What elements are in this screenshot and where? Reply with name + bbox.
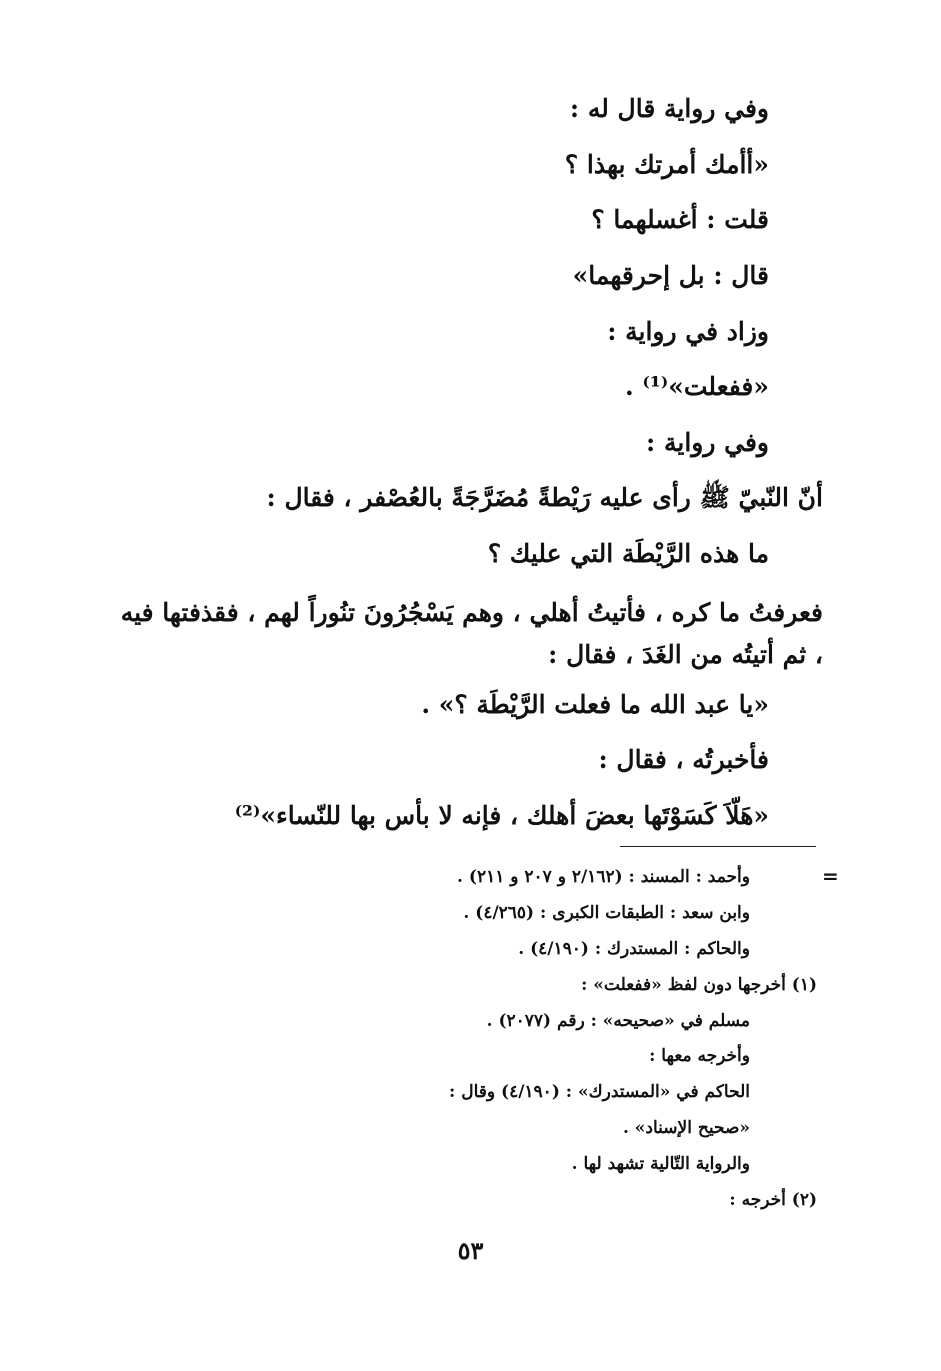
body-line: «يا عبد الله ما فعلت الرَّيْطَة ؟» .: [421, 690, 769, 719]
body-line: قلت : أغسلهما ؟: [591, 205, 769, 234]
footnote-line: «صحيح الإسناد» .: [622, 1118, 750, 1138]
footnote-line: الحاكم في «المستدرك» : (٤/١٩٠) وقال :: [449, 1082, 750, 1102]
footnote-line: والرواية التّالية تشهد لها .: [571, 1154, 750, 1174]
footnote-line: (٢) أخرجه :: [729, 1190, 817, 1210]
footnote-separator: [620, 846, 816, 847]
body-line: فأخبرتُه ، فقال :: [598, 745, 769, 774]
body-line: أنّ النّبيّ ﷺ رأى عليه رَيْطةً مُضَرَّجَةً بالعُصْفر ، فقال :: [266, 483, 823, 512]
footnote-line: (١) أخرجها دون لفظ «ففعلت» :: [581, 975, 817, 995]
page-number: ٥٣: [457, 1236, 484, 1265]
footnote-line: والحاكم : المستدرك : (٤/١٩٠) .: [518, 939, 750, 959]
body-line: «هَلّاَ كَسَوْتَها بعضَ أهلك ، فإنه لا بأس بها للنّساء»⁽²⁾: [234, 801, 769, 830]
body-line: «أأمك أمرتك بهذا ؟: [564, 150, 769, 179]
body-line: وفي رواية :: [646, 428, 769, 457]
body-paragraph: فعرفتُ ما كره ، فأتيتُ أهلي ، وهم يَسْجُرُونَ تنُوراً لهم ، فقذفتها فيه ، ثم أتيتُه من الغَدَ ، فقال :: [120, 598, 823, 669]
footnote-line: وأخرجه معها :: [649, 1046, 750, 1066]
body-line: «ففعلت»⁽¹⁾ .: [625, 372, 769, 401]
body-line: وفي رواية قال له :: [569, 94, 769, 123]
footnote-line: وابن سعد : الطبقات الكبرى : (٤/٢٦٥) .: [463, 903, 750, 923]
continuation-marker: =: [822, 864, 839, 888]
body-line: وزاد في رواية :: [607, 317, 769, 346]
body-line: ما هذه الرَّيْطَة التي عليك ؟: [487, 539, 769, 568]
footnote-line: مسلم في «صحيحه» : رقم (٢٠٧٧) .: [486, 1011, 750, 1031]
footnote-line: وأحمد : المسند : (٢/١٦٢ و ٢٠٧ و ٢١١) .: [457, 867, 750, 887]
body-line: قال : بل إحرقهما»: [572, 261, 769, 290]
